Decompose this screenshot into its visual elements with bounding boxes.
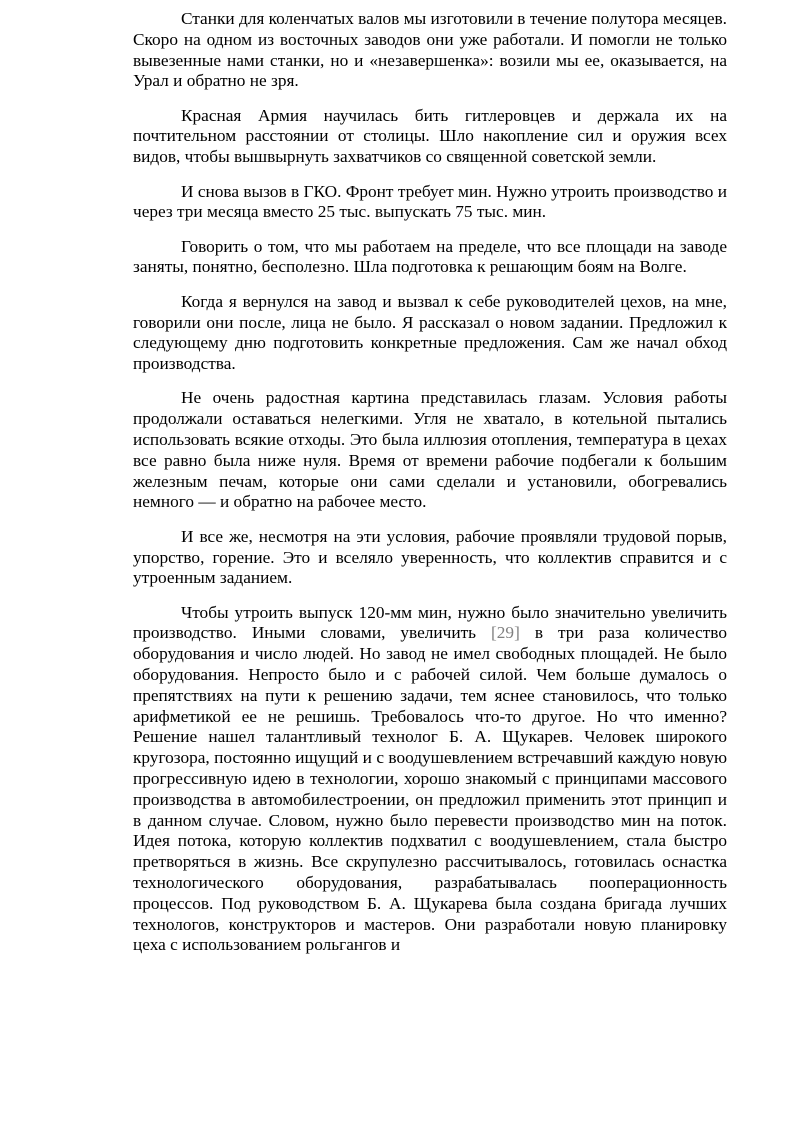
paragraph-1: Станки для коленчатых валов мы изготовили в течение полутора месяцев. Скоро на одном из восточных заводов они уже работали. И помогли не только вывезенные нами станки, но и «незавершенка»: возили мы ее, оказывается, на Урал и обратно не зря. — [133, 9, 727, 91]
footnote-reference-link[interactable]: [29] — [491, 623, 520, 643]
document-page — [133, 9, 727, 970]
paragraph-6: Не очень радостная картина представилась глазам. Условия работы продолжали оставаться нелегкими. Угля не хватало, в котельной пытались использовать всякие отходы. Это была иллюзия отопления, температура в цехах все равно была ниже нуля. Время от времени рабочие подбегали к большим железным печам, которые они сами сделали и установили, обогревались немного — и обратно на рабочее место. — [133, 388, 727, 512]
paragraph-8-text-after: в три раза количество оборудования и число людей. Но завод не имел свободных площадей. Не было оборудования. Непросто было и с рабочей силой. Чем больше думалось о препятствиях на пути к решению задачи, тем яснее становилось, что только арифметикой ее не решишь. Требовалось что-то другое. Но что именно? Решение нашел талантливый технолог Б. А. Щукарев. Человек широкого кругозора, постоянно ищущий и с воодушевлением встречавший каждую новую прогрессивную идею в технологии, хорошо знакомый с принципами массового производства в автомобилестроении, он предложил применить этот принцип и в данном случае. Словом, нужно было перевести производство мин на поток. Идея потока, которую коллектив подхватил с воодушевлением, стала быстро претворяться в жизнь. Все скрупулезно рассчитывалось, готовилась оснастка технологического оборудования, разрабатывалась пооперационность процессов. Под руководством Б. А. Щукарева была создана бригада лучших технологов, конструкторов и мастеров. Они разработали новую планировку цеха с использованием рольгангов и — [133, 623, 727, 955]
paragraph-3: И снова вызов в ГКО. Фронт требует мин. Нужно утроить производство и через три месяца вместо 25 тыс. выпускать 75 тыс. мин. — [133, 181, 727, 222]
paragraph-2: Красная Армия научилась бить гитлеровцев и держала их на почтительном расстоянии от столицы. Шло накопление сил и оружия всех видов, чтобы вышвырнуть захватчиков со священной советской земли. — [133, 105, 727, 167]
paragraph-4: Говорить о том, что мы работаем на пределе, что все площади на заводе заняты, понятно, бесполезно. Шла подготовка к решающим боям на Волге. — [133, 236, 727, 277]
paragraph-7: И все же, несмотря на эти условия, рабочие проявляли трудовой порыв, упорство, горение. Это и вселяло уверенность, что коллектив справится и с утроенным заданием. — [133, 526, 727, 588]
paragraph-8-text-before: Чтобы утроить выпуск 120-мм мин, нужно было значительно увеличить производство. Иными словами, увеличить — [133, 602, 727, 643]
paragraph-8 — [133, 603, 727, 957]
paragraph-5: Когда я вернулся на завод и вызвал к себе руководителей цехов, на мне, говорили они после, лица не было. Я рассказал о новом задании. Предложил к следующему дню подготовить конкретные предложения. Сам же начал обход производства. — [133, 291, 727, 374]
